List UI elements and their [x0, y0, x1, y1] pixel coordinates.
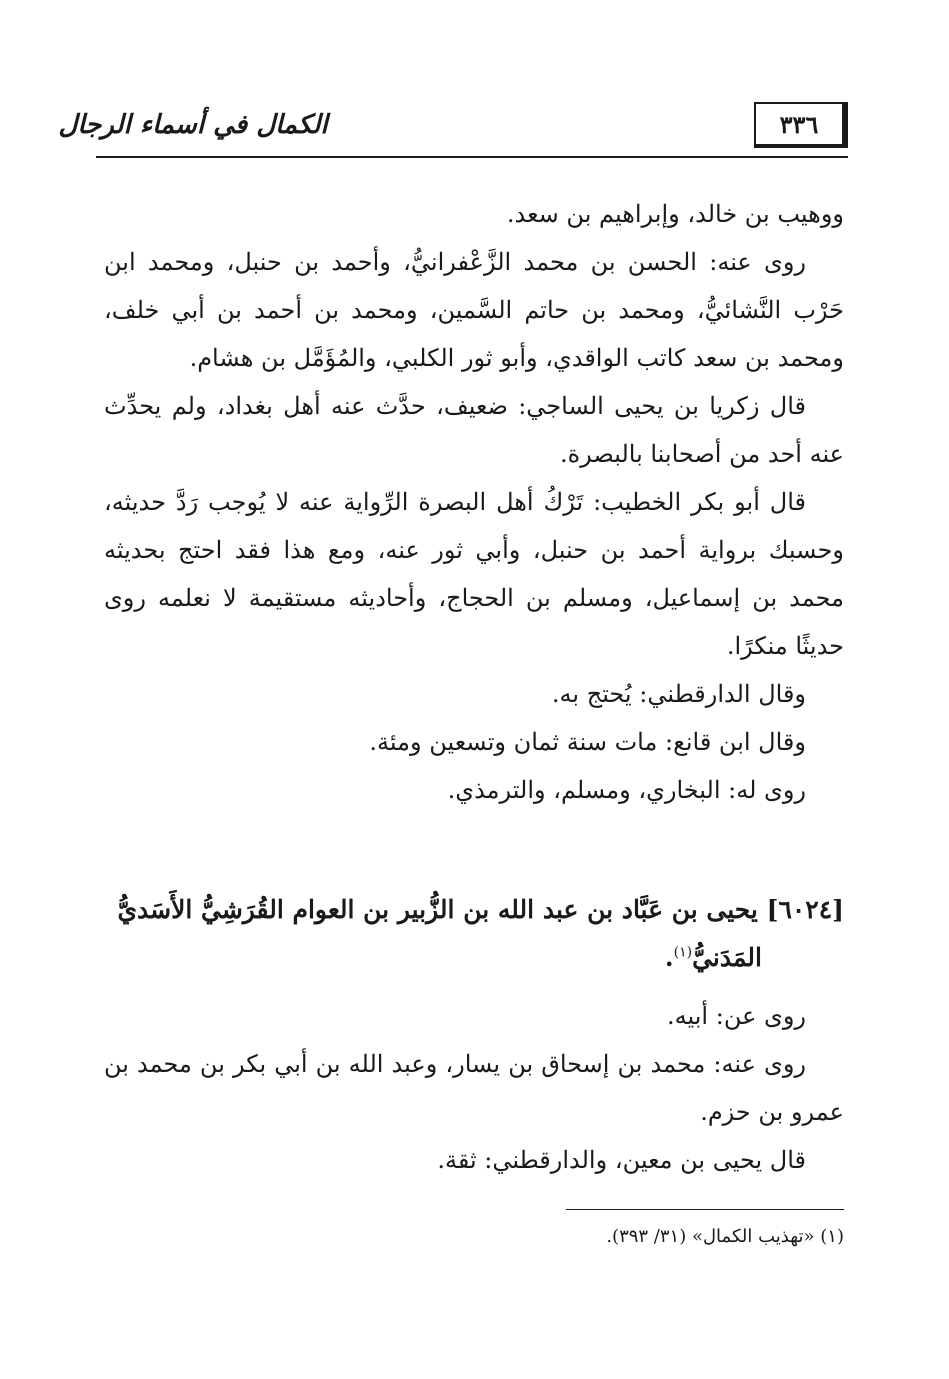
footnote: (١) «تهذيب الكمال» (٣١/ ٣٩٣). [606, 1226, 844, 1247]
paragraph-rawa-anhu: روى عنه: محمد بن إسحاق بن يسار، وعبد الله بن أبي بكر بن محمد بن عمرو بن حزم. [104, 1050, 844, 1126]
paragraph-rawa-lahu: روى له: البخاري، ومسلم، والترمذي. [447, 776, 806, 804]
paragraph-continuation: ووهيب بن خالد، وإبراهيم بن سعد. [506, 200, 844, 228]
entry-heading-line2 [104, 934, 844, 982]
footnote-rule [566, 1209, 844, 1210]
entry-body [104, 992, 844, 1184]
entry-heading-period: . [664, 943, 674, 972]
paragraph-khatib: قال أبو بكر الخطيب: تَرْكُ أهل البصرة الرِّواية عنه لا يُوجب رَدَّ حديثه، وحسبك برواية أحمد بن حنبل، وأبي ثور عنه، ومع هذا فقد احتج بحديثه محمد بن إسماعيل، ومسلم بن الحجاج، وأحاديثه مستقيمة لا نعلمه روى حديثًا منكرًا. [104, 488, 844, 660]
paragraph-thiqa: قال يحيى بن معين، والدارقطني: ثقة. [437, 1146, 806, 1174]
book-title: الكمال في أسماء الرجال [58, 110, 328, 140]
paragraph-ibn-qani: وقال ابن قانع: مات سنة ثمان وتسعين ومئة. [369, 728, 806, 756]
page-number: ٣٣٦ [754, 102, 848, 148]
main-text [104, 190, 844, 814]
page-header [58, 96, 848, 158]
paragraph-rawa-an: روى عن: أبيه. [667, 1002, 806, 1030]
paragraph-saji: قال زكريا بن يحيى الساجي: ضعيف، حدَّث عنه أهل بغداد، ولم يحدِّث عنه أحد من أصحابنا بالبصرة. [104, 392, 844, 468]
header-rule [96, 156, 848, 158]
entry-heading-line1: [٦٠٢٤] يحيى بن عَبَّاد بن عبد الله بن الزُّبير بن العوام القُرَشِيُّ الأَسَديُّ [117, 895, 844, 924]
entry-name-end: المَدَنيُّ [692, 943, 762, 972]
paragraph-narrators: روى عنه: الحسن بن محمد الزَّعْفرانيُّ، وأحمد بن حنبل، ومحمد ابن حَرْب النَّشائيُّ، ومحمد بن حاتم السَّمين، ومحمد بن أحمد بن أبي خلف، ومحمد بن سعد كاتب الواقدي، وأبو ثور الكلبي، والمُؤَمَّل بن هشام. [104, 248, 844, 372]
footnote-marker: (١) [673, 944, 693, 961]
paragraph-daraqutni: وقال الدارقطني: يُحتج به. [551, 680, 806, 708]
entry-heading [104, 886, 844, 982]
